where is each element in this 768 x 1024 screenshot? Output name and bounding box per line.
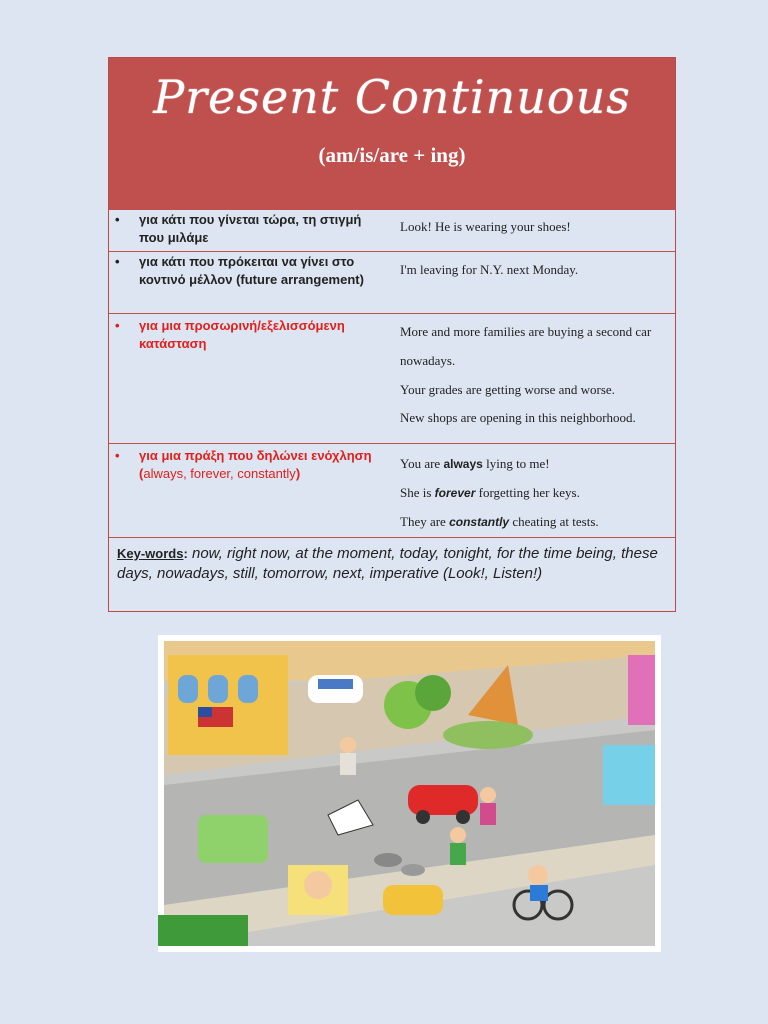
grammar-table [108, 57, 676, 612]
table-row [109, 443, 675, 538]
cartoon-scene [158, 635, 661, 952]
example-line: Look! He is wearing your shoes! [400, 219, 571, 234]
example-line: New shops are opening in this neighborhood. [400, 410, 636, 425]
usage-cell [115, 317, 389, 353]
usage-text: για μια πράξη που δηλώνει ενόχληση ( [139, 448, 372, 481]
example-line: nowadays. [400, 353, 456, 368]
bullet: • [115, 212, 120, 227]
example-line: Your grades are getting worse and worse. [400, 382, 615, 397]
usage-close: ) [295, 466, 301, 481]
keywords: Key-words: now, right now, at the moment, today, tonight, for the time being, these days, nowadays, still, tomorrow, next, imperative (Look!, Listen!) [117, 545, 658, 582]
usage-text: για κάτι που πρόκειται να γίνει στο κοντινό μέλλον (future arrangement) [139, 254, 364, 287]
table-row [109, 313, 675, 443]
example-line: More and more families are buying a second car [400, 324, 652, 339]
city-street-illustration [158, 635, 661, 952]
keyword-constantly: constantly [449, 515, 510, 529]
usage-adverbs: always, forever, constantly [143, 466, 296, 481]
bullet: • [115, 318, 120, 333]
keyword-forever: forever [434, 486, 476, 500]
bullet: • [115, 254, 120, 269]
usage-text: για μια προσωρινή/εξελισσόμενη κατάσταση [139, 318, 345, 351]
example-line: They are constantly cheating at tests. [400, 514, 599, 529]
example-line: I'm leaving for N.Y. next Monday. [400, 262, 579, 277]
usage-text: για κάτι που γίνεται τώρα, τη στιγμή που μιλάμε [139, 212, 362, 245]
table-row [109, 251, 675, 313]
formula-subtitle: (am/is/are + ing) [318, 143, 466, 167]
keywords-list: now, right now, at the moment, today, tonight, for the time being, these days, nowadays, still, tomorrow, next, imperative (Look!, Listen!) [117, 545, 658, 582]
example-line: She is forever forgetting her keys. [400, 485, 580, 500]
usage-cell [115, 447, 389, 483]
table-row [109, 209, 675, 251]
keywords-label: Key-words [117, 546, 184, 561]
usage-cell [115, 211, 389, 247]
page-title: Present Continuous [153, 70, 631, 124]
keyword-always: always [443, 457, 483, 471]
example-line: You are always lying to me! [400, 456, 550, 471]
title-banner [109, 58, 675, 209]
usage-cell [115, 253, 389, 289]
bullet: • [115, 448, 120, 463]
